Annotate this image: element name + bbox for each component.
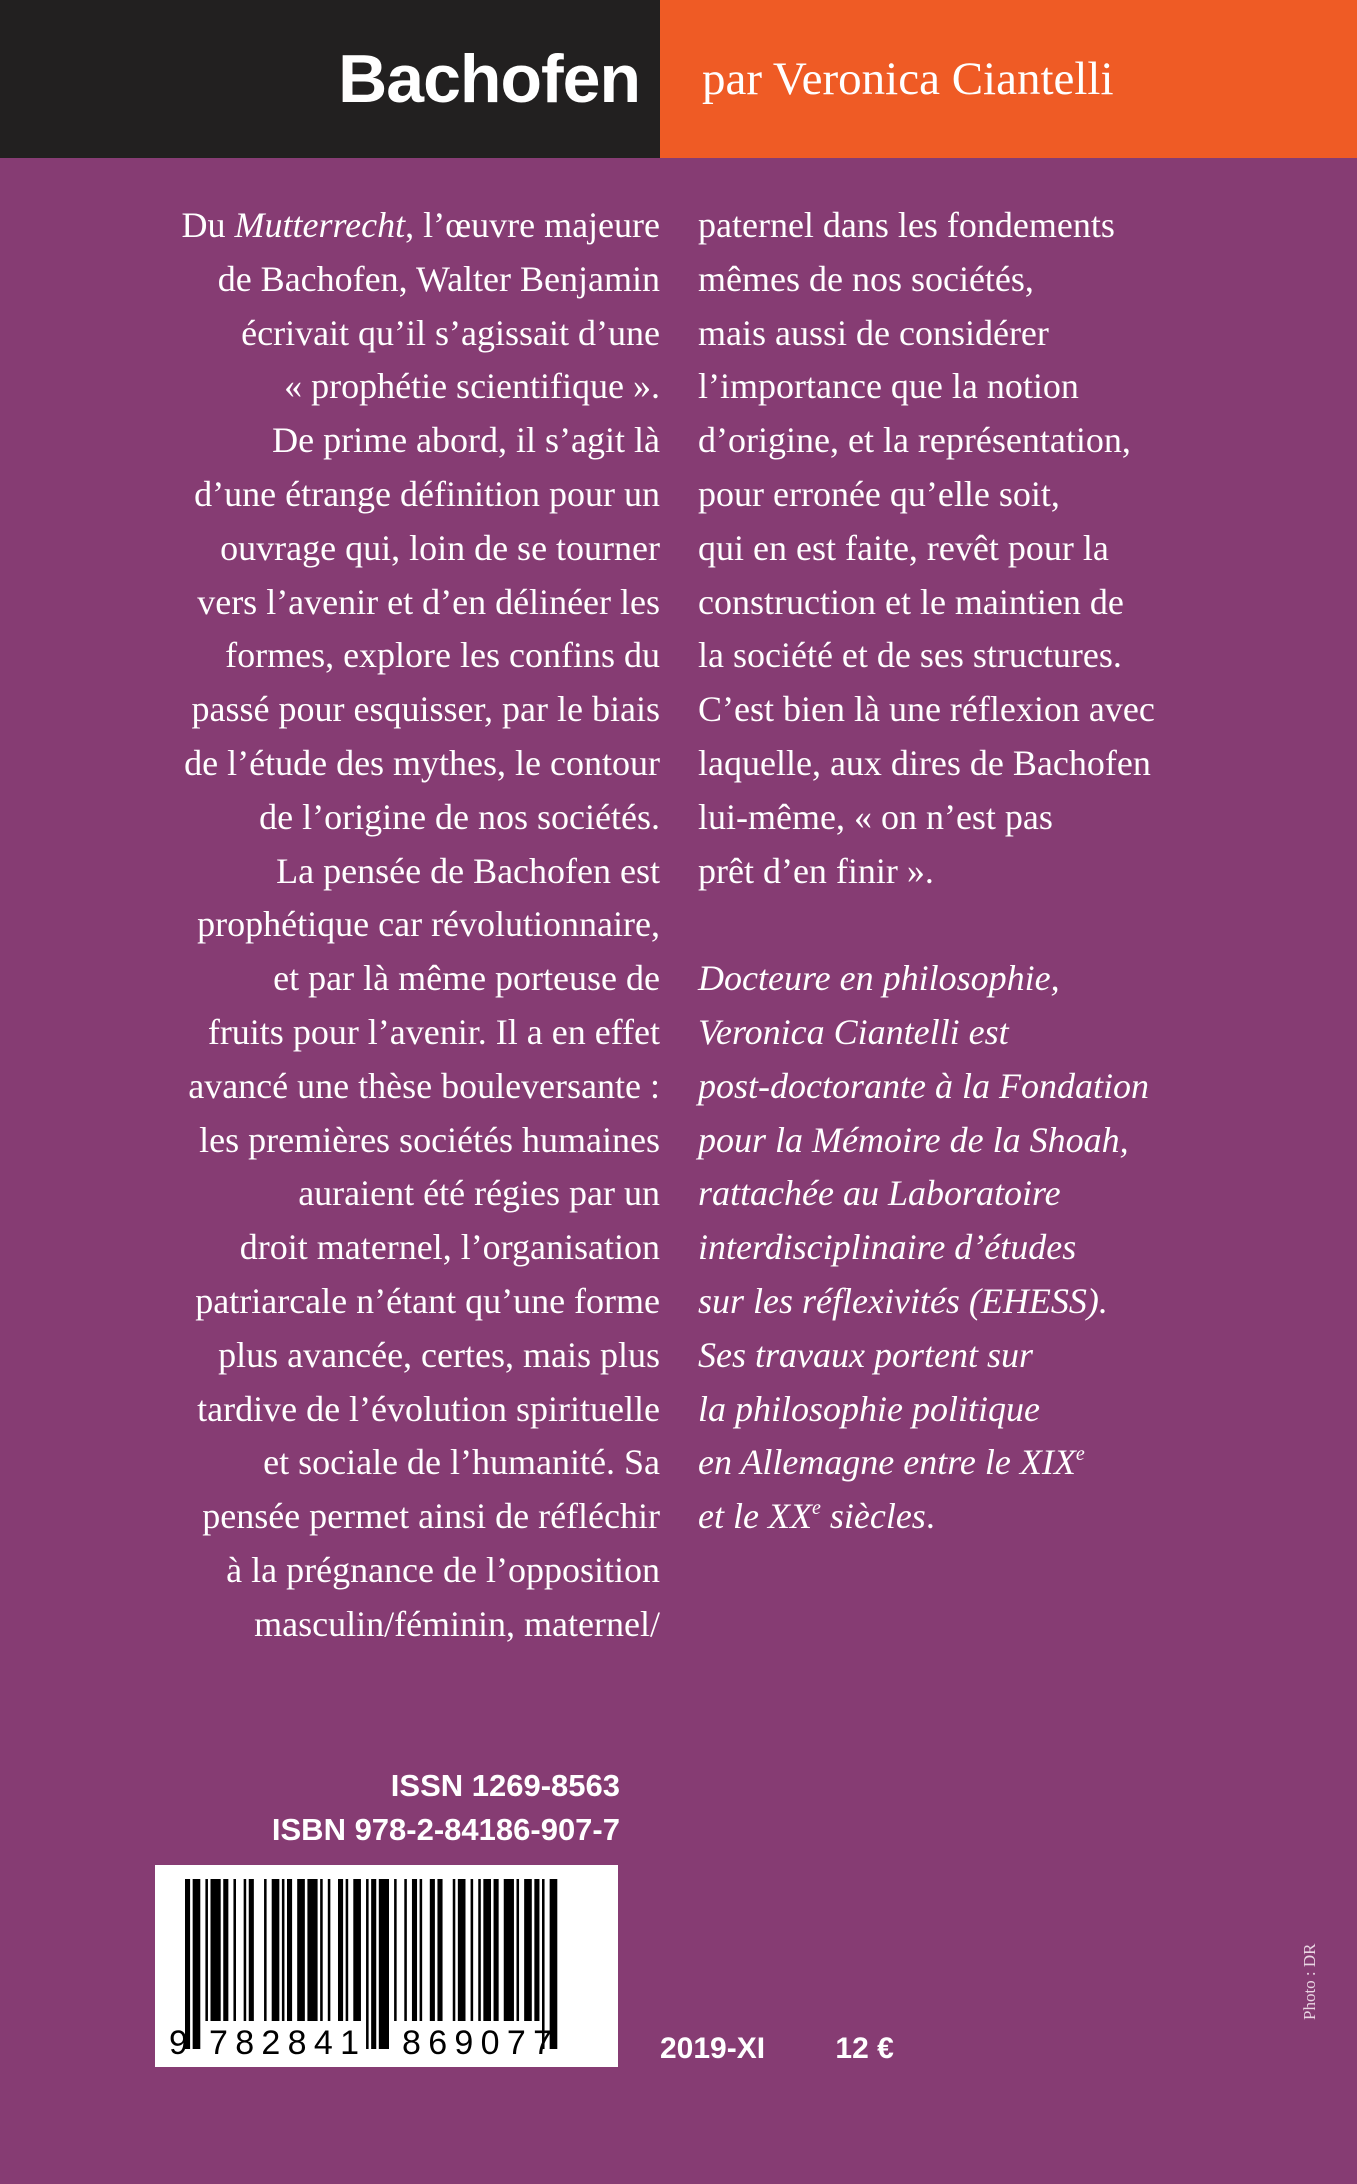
- text-run: les premières sociétés humaines: [199, 1119, 660, 1160]
- text-line: [96, 1167, 660, 1221]
- text-line: [698, 1490, 1258, 1544]
- text-run: de Bachofen, Walter Benjamin: [217, 258, 660, 299]
- text-line: [698, 522, 1258, 576]
- text-line: [96, 1383, 660, 1437]
- text-line: [698, 1275, 1258, 1329]
- text-run: avancé une thèse bouleversante :: [188, 1065, 660, 1106]
- text-run: écrivait qu’il s’agissait d’une: [241, 312, 660, 353]
- text-line: [96, 1544, 660, 1598]
- text-run: Veronica Ciantelli est: [698, 1011, 1009, 1052]
- text-run: rattachée au Laboratoire: [698, 1173, 1061, 1214]
- barcode-bar: [338, 1879, 343, 2021]
- text-line: [698, 199, 1258, 253]
- text-line: [96, 1490, 660, 1544]
- text-run: construction et le maintien de: [698, 581, 1124, 622]
- text-line: [96, 629, 660, 683]
- text-run: masculin/féminin, maternel/: [254, 1603, 660, 1644]
- text-run: tardive de l’évolution spirituelle: [197, 1388, 660, 1429]
- barcode-bar: [379, 1879, 389, 2049]
- text-line: [96, 307, 660, 361]
- barcode-bar: [297, 1879, 305, 2021]
- identifier-codes: [150, 1764, 620, 1852]
- text-run: pour erronée qu’elle soit,: [698, 473, 1060, 514]
- text-line: [698, 468, 1258, 522]
- cover-header: [0, 0, 1357, 158]
- text-run: la société et de ses structures.: [698, 635, 1122, 676]
- barcode-bar: [264, 1879, 267, 2021]
- text-run: de l’origine de nos sociétés.: [259, 796, 660, 837]
- barcode-bar: [244, 1879, 247, 2021]
- barcode-group-2: 869077: [402, 2024, 552, 2062]
- text-line: [698, 360, 1258, 414]
- barcode-group-1: 782841: [209, 2024, 359, 2062]
- text-run: d’origine, et la représentation,: [698, 420, 1131, 461]
- text-line: [698, 1436, 1258, 1490]
- author-bio: [698, 952, 1258, 1544]
- text-line: [698, 683, 1258, 737]
- text-run: qui en est faite, revêt pour la: [698, 527, 1109, 568]
- text-line: [698, 1114, 1258, 1168]
- text-run: l’importance que la notion: [698, 366, 1079, 407]
- text-run: mêmes de nos sociétés,: [698, 258, 1034, 299]
- barcode-bar: [233, 1879, 236, 2021]
- text-line: [698, 737, 1258, 791]
- text-run: sur les réflexivités (EHESS).: [698, 1280, 1108, 1321]
- text-line: [698, 1060, 1258, 1114]
- book-author: par Veronica Ciantelli: [702, 53, 1114, 105]
- title-band: [0, 0, 660, 158]
- barcode-bar: [366, 1879, 369, 2049]
- text-run: auraient été régies par un: [298, 1173, 660, 1214]
- text-line: [698, 791, 1258, 845]
- photo-credit: Photo : DR: [1300, 1943, 1319, 2020]
- text-run: et le XX: [698, 1496, 812, 1537]
- text-line: [96, 1114, 660, 1168]
- text-line: [96, 1275, 660, 1329]
- text-line: [698, 1383, 1258, 1437]
- text-line: [96, 1436, 660, 1490]
- text-line: [96, 791, 660, 845]
- barcode-bar: [328, 1879, 331, 2021]
- summary-continuation: [698, 199, 1258, 898]
- text-line: [96, 253, 660, 307]
- text-run: de l’étude des mythes, le contour: [184, 742, 660, 783]
- text-run: et sociale de l’humanité. Sa: [263, 1442, 660, 1483]
- text-line: [96, 414, 660, 468]
- barcode-bar: [458, 1879, 466, 2021]
- text-run: et par là même porteuse de: [273, 958, 660, 999]
- barcode-bar: [534, 1879, 539, 2021]
- barcode-bar: [471, 1879, 474, 2021]
- barcode-bar: [205, 1879, 208, 2021]
- text-run: à la prégnance de l’opposition: [226, 1549, 660, 1590]
- barcode-bar: [371, 1879, 376, 2049]
- text-line: [96, 1060, 660, 1114]
- text-run: formes, explore les confins du: [225, 635, 660, 676]
- text-line: [698, 1221, 1258, 1275]
- text-line: [698, 1006, 1258, 1060]
- text-line: [96, 1221, 660, 1275]
- issue-number: 2019-XI: [660, 2032, 766, 2065]
- text-run: Ses travaux portent sur: [698, 1334, 1033, 1375]
- summary-right-column: [698, 199, 1258, 1544]
- text-run: siècles: [820, 1496, 926, 1537]
- barcode-bar: [420, 1879, 423, 2021]
- text-run: plus avancée, certes, mais plus: [218, 1334, 660, 1375]
- price: 12 €: [835, 2032, 894, 2065]
- text-run: e: [1075, 1443, 1085, 1466]
- barcode-bar: [211, 1879, 221, 2021]
- text-run: prêt d’en finir ».: [698, 850, 934, 891]
- barcode-bar: [193, 1879, 201, 2049]
- text-run: passé pour esquisser, par le biais: [191, 689, 660, 730]
- text-run: post-doctorante à la Fondation: [698, 1065, 1149, 1106]
- text-line: [698, 307, 1258, 361]
- barcode-bar: [353, 1879, 361, 2021]
- barcode-bar: [517, 1879, 520, 2021]
- text-line: [96, 845, 660, 899]
- text-line: [96, 737, 660, 791]
- barcode-bar: [282, 1879, 285, 2021]
- text-line: [96, 576, 660, 630]
- barcode-bar: [249, 1879, 254, 2021]
- barcode-bar: [320, 1879, 323, 2021]
- issn-code: ISSN 1269-8563: [390, 1768, 620, 1803]
- text-line: [96, 360, 660, 414]
- text-run: pensée permet ainsi de réfléchir: [202, 1496, 660, 1537]
- text-line: [96, 522, 660, 576]
- text-run: lui-même, « on n’est pas: [698, 796, 1053, 837]
- text-run: Docteure en philosophie,: [698, 958, 1060, 999]
- barcode-bar: [223, 1879, 228, 2021]
- barcode-bar: [494, 1879, 499, 2021]
- text-line: [698, 414, 1258, 468]
- text-run: interdisciplinaire d’études: [698, 1227, 1077, 1268]
- text-run: , l’œuvre majeure: [405, 205, 660, 245]
- text-run: De prime abord, il s’agit là: [272, 420, 660, 461]
- book-title: Bachofen: [338, 41, 640, 117]
- text-run: d’une étrange définition pour un: [194, 473, 660, 514]
- text-run: droit maternel, l’organisation: [239, 1227, 660, 1268]
- isbn-barcode: [155, 1865, 618, 2067]
- barcode-bar: [404, 1879, 407, 2021]
- text-run: paternel dans les fondements: [698, 205, 1115, 245]
- barcode-bar: [287, 1879, 292, 2021]
- barcode-bar: [430, 1879, 435, 2021]
- text-run: La pensée de Bachofen est: [276, 850, 660, 891]
- isbn-code: ISBN 978-2-84186-907-7: [271, 1812, 620, 1847]
- barcode-bar: [504, 1879, 514, 2021]
- text-run: laquelle, aux dires de Bachofen: [698, 742, 1151, 783]
- barcode-bar: [346, 1879, 349, 2021]
- text-line: [96, 1006, 660, 1060]
- text-run: mais aussi de considérer: [698, 312, 1049, 353]
- barcode-graphic: [155, 1865, 618, 2067]
- text-run: Mutterrecht: [234, 205, 406, 245]
- text-line: [96, 1329, 660, 1383]
- text-run: .: [925, 1496, 935, 1537]
- barcode-bar: [394, 1879, 397, 2021]
- summary-left-column: [96, 199, 660, 1652]
- text-line: [96, 468, 660, 522]
- text-line: [698, 253, 1258, 307]
- barcode-lead-digit: 9: [169, 2024, 188, 2062]
- text-line: [96, 1598, 660, 1652]
- barcode-bar: [524, 1879, 532, 2021]
- text-line: [96, 683, 660, 737]
- issue-price-line: [660, 2032, 894, 2066]
- barcode-bar: [478, 1879, 481, 2021]
- barcode-bar: [453, 1879, 456, 2021]
- barcode-bar: [437, 1879, 442, 2021]
- text-run: en Allemagne entre le XIX: [698, 1442, 1076, 1483]
- text-line: [698, 1329, 1258, 1383]
- text-run: prophétique car révolutionnaire,: [197, 904, 660, 945]
- text-run: ouvrage qui, loin de se tourner: [220, 527, 660, 568]
- text-run: fruits pour l’avenir. Il a en effet: [207, 1011, 660, 1052]
- text-run: « prophétie scientifique ».: [284, 366, 660, 407]
- text-run: pour la Mémoire de la Shoah,: [698, 1119, 1129, 1160]
- text-run: la philosophie politique: [698, 1388, 1040, 1429]
- text-line: [698, 952, 1258, 1006]
- text-run: Du: [181, 205, 235, 245]
- barcode-bar: [307, 1879, 317, 2021]
- text-line: [698, 629, 1258, 683]
- text-line: [96, 898, 660, 952]
- text-line: [698, 1167, 1258, 1221]
- barcode-bar: [272, 1879, 280, 2021]
- text-run: vers l’avenir et d’en délinéer les: [197, 581, 660, 622]
- text-run: e: [811, 1497, 821, 1520]
- barcode-bar: [483, 1879, 491, 2021]
- paragraph-gap: [698, 898, 1258, 952]
- text-line: [96, 952, 660, 1006]
- text-line: [96, 199, 660, 253]
- author-band: [660, 0, 1357, 158]
- barcode-bar: [412, 1879, 417, 2021]
- text-line: [698, 845, 1258, 899]
- text-run: patriarcale n’étant qu’une forme: [195, 1280, 660, 1321]
- text-run: C’est bien là une réflexion avec: [698, 689, 1155, 730]
- text-line: [698, 576, 1258, 630]
